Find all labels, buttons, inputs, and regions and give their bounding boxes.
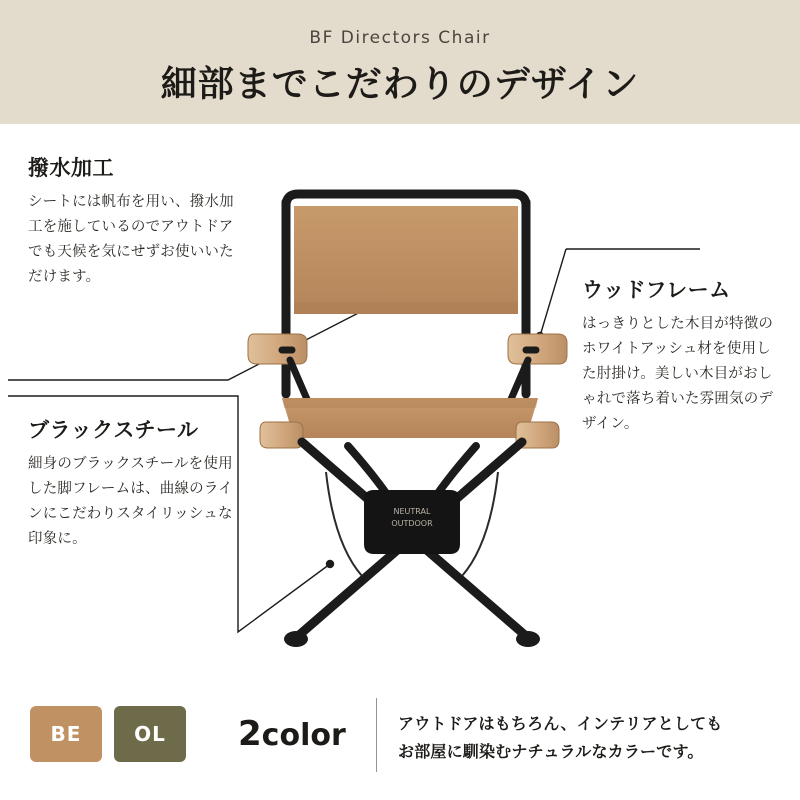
feature-title: ブラックスチール [28,418,199,442]
footer-bar [0,684,800,800]
color-swatch-be[interactable] [30,706,102,762]
header-subtitle: BF Directors Chair [309,28,491,48]
feature-title: 撥水加工 [28,156,114,180]
footer-description-line1: アウトドアはもちろん、インテリアとしても [398,714,723,733]
feature-body: はっきりとした木目が特徴のホワイトアッシュ材を使用した肘掛け。美しい木目がおしゃれで落ち着いた雰囲気のデザイン。 [582,316,774,432]
main-content [0,124,800,684]
feature-body: 細身のブラックスチールを使用した脚フレームは、曲線のラインにこだわりスタイリッシュな印象に。 [28,456,233,547]
footer-description [398,710,784,766]
feature-body: シートには帆布を用い、撥水加工を施しているのでアウトドアでも天候を気にせずお使いいただけます。 [28,194,234,285]
feature-black-steel [28,414,240,552]
svg-text:NEUTRAL: NEUTRAL [393,507,431,516]
product-illustration [230,184,590,684]
color-swatch-ol[interactable] [114,706,186,762]
footer-description-line2: お部屋に馴染むナチュラルなカラーです。 [398,742,704,761]
color-count-word: color [261,718,346,753]
feature-title: ウッドフレーム [582,278,731,302]
color-count-label [238,714,346,754]
swatch-code: OL [134,722,166,746]
footer-divider [376,698,377,772]
svg-text:OUTDOOR: OUTDOOR [391,519,433,528]
color-swatches [30,706,186,762]
feature-water-repellent [28,152,234,290]
feature-wood-frame [582,274,778,437]
swatch-code: BE [50,722,82,746]
page-header [0,0,800,124]
color-count-number: 2 [238,714,262,754]
page-title: 細部までこだわりのデザイン [160,64,640,105]
